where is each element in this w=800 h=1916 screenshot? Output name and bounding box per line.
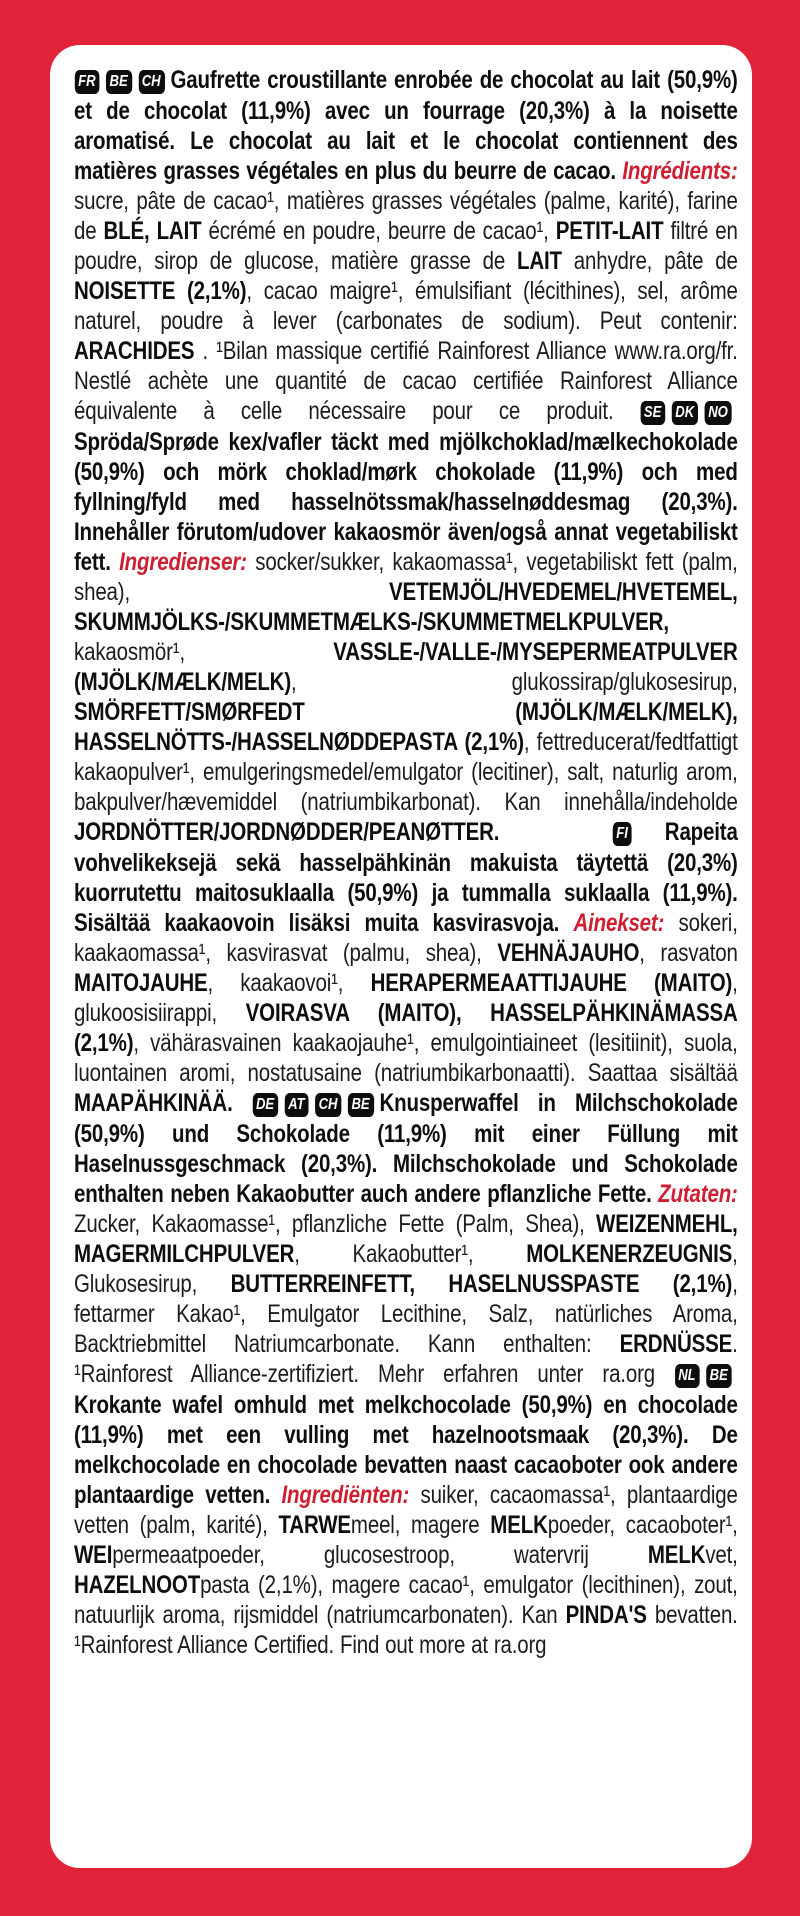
text-run: Ainekset: <box>573 909 679 937</box>
text-run: , Kakaobutter¹, <box>294 1240 527 1268</box>
language-flag-badge: SE <box>641 401 666 425</box>
text-run: MELK <box>647 1541 706 1569</box>
text-run: Zutaten: <box>658 1180 738 1208</box>
text-run: Rapeita vohvelikeksejä sekä hasselpähkinän makuista täytettä (20,3%) kuorrutettu maitosuklaalla (50,9%) ja tummalla suklaalla (11,9%). Sisältää kaakaovoin lisäksi muita kasvirasvoja. <box>74 818 738 937</box>
language-flag-badge: BE <box>706 1364 732 1388</box>
text-run: sucre, pâte de cacao¹, matières grasses végétales (palme, karité), farine de <box>74 187 738 245</box>
text-run: filtré en poudre, sirop de glucose, matière grasse de <box>74 217 738 275</box>
text-run: permeaatpoeder, glucosestroop, watervrij <box>112 1541 648 1569</box>
text-run: , vähärasvainen kaakaojauhe¹, emulgointiaineet (lesitiinit), suola, luontainen aromi, nostatusaine (natriumbikarbonaatti). Saattaa sisältää <box>74 1029 738 1087</box>
text-run: JORDNÖTTER/JORDNØDDER/PEANØTTER. <box>74 818 613 846</box>
language-flag-badge: BE <box>106 70 132 94</box>
text-run: ERDNÜSSE <box>619 1330 733 1358</box>
text-run: MAITOJAUHE <box>74 969 208 997</box>
language-flag-badge: NO <box>705 401 732 425</box>
text-run: HERAPERMEAATTIJAUHE (MAITO) <box>370 969 733 997</box>
text-run: VASSLE-/VALLE-/MYSEPERMEATPULVER (MJÖLK/MÆLK/MELK) <box>74 638 738 696</box>
text-run: Spröda/Sprøde kex/vafler täckt med mjölkchoklad/mælkechokolade (50,9%) och mörk choklad/mørk chokolade (11,9%) och med fyllning/fyld med hasselnötssmak/hasselnøddesmag (20,3%). Innehåller förutom/udover kakaosmör även/også annat vegetabiliskt fett. <box>74 428 738 576</box>
text-run: WEIZENMEHL, MAGERMILCHPULVER <box>74 1210 738 1268</box>
text-run: . ¹Bilan massique certifié Rainforest Alliance www.ra.org/fr. Nestlé achète une quantité de cacao certifiée Rainforest Alliance équivalente à celle nécessaire pour ce produit. <box>74 337 738 425</box>
text-run: Knusperwaffel in Milchschokolade (50,9%) und Schokolade (11,9%) mit einer Füllung mit Haselnussgeschmack (20,3%). Milchschokolade und Schokolade enthalten neben Kakaobutter auch andere pflanzliche Fette. <box>74 1089 738 1208</box>
text-run: meel, magere <box>350 1511 491 1539</box>
ingredients-text <box>74 65 738 1660</box>
text-run: NOISETTE (2,1%) <box>74 277 247 305</box>
condensed-text-wrapper <box>74 65 738 1660</box>
text-run: SMÖRFETT/SMØRFEDT (MJÖLK/MÆLK/MELK), HASSELNÖTTS-/HASSELNØDDEPASTA (2,1%) <box>74 698 738 756</box>
language-flag-badge: DK <box>672 401 698 425</box>
text-run: VETEMJÖL/HVEDEMEL/HVETEMEL, SKUMMJÖLKS-/SKUMMETMÆLKS-/SKUMMETMELKPULVER, <box>74 578 738 636</box>
text-run: Ingredienser: <box>119 548 256 576</box>
text-run: Krokante wafel omhuld met melkchocolade (50,9%) en chocolade (11,9%) met een vulling met hazelnootsmaak (20,3%). De melkchocolade en chocolade bevatten naast cacaoboter ook andere plantaardige vetten. <box>74 1391 738 1509</box>
text-run: écrémé en poudre, beurre de cacao¹, <box>208 217 556 245</box>
language-flag-badge: DE <box>253 1093 279 1117</box>
text-run: TARWE <box>278 1511 351 1539</box>
text-run: BUTTERREINFETT, HASELNUSSPASTE (2,1%) <box>230 1270 733 1298</box>
text-run: , fettarmer Kakao¹, Emulgator Lecithine, Salz, natürliches Aroma, Backtriebmittel Natriumcarbonate. Kann enthalten: <box>74 1270 738 1358</box>
text-run: , glukossirap/glukosesirup, <box>290 668 738 696</box>
ingredient-label-panel <box>50 45 752 1868</box>
text-run: socker/sukker, kakaomassa¹, vegetabiliskt fett (palm, shea), <box>74 548 738 606</box>
text-run: poeder, cacaoboter¹, <box>547 1511 738 1539</box>
text-run: sokeri, kaakaomassa¹, kasvirasvat (palmu, shea), <box>74 909 738 967</box>
text-run: pasta (2,1%), magere cacao¹, emulgator (lecithinen), zout, natuurlijk aroma, rijsmiddel (natriumcarbonaten). Kan <box>74 1571 738 1629</box>
text-run: MAAPÄHKINÄÄ. <box>74 1089 252 1117</box>
text-run: BLÉ, LAIT <box>103 217 209 245</box>
text-run: WEI <box>74 1541 113 1569</box>
text-run: PETIT-LAIT <box>555 217 671 245</box>
text-run: suiker, cacaomassa¹, plantaardige vetten (palm, karité), <box>74 1481 738 1539</box>
text-run: LAIT <box>516 247 574 275</box>
text-run: Ingrédients: <box>622 157 738 185</box>
language-flag-badge: AT <box>285 1093 309 1117</box>
language-flag-badge: NL <box>675 1364 700 1388</box>
text-run: kakaosmör¹, <box>74 638 334 666</box>
text-run: Ingrediënten: <box>281 1481 421 1509</box>
text-run: VOIRASVA (MAITO), HASSELPÄHKINÄMASSA (2,1%) <box>74 999 738 1057</box>
text-run: , cacao maigre¹, émulsifiant (lécithines), sel, arôme naturel, poudre à lever (carbonates de sodium). Peut contenir: <box>74 277 738 335</box>
text-run: HAZELNOOT <box>74 1571 201 1599</box>
text-run: , Glukosesirup, <box>74 1240 738 1298</box>
text-run: anhydre, pâte de <box>573 247 738 275</box>
language-flag-badge: FR <box>75 70 100 94</box>
language-flag-badge: CH <box>315 1093 341 1117</box>
text-run: bevatten. ¹Rainforest Alliance Certified. Find out more at ra.org <box>74 1601 738 1659</box>
language-flag-badge: BE <box>348 1093 374 1117</box>
text-run: . ¹Rainforest Alliance-zertifiziert. Mehr erfahren unter ra.org <box>74 1330 738 1388</box>
text-run: MOLKENERZEUGNIS <box>526 1240 733 1268</box>
text-run: ARACHIDES <box>74 337 203 365</box>
text-run: , fettreducerat/fedtfattigt kakaopulver¹, emulgeringsmedel/emulgator (lecitiner), salt, naturlig arom, bakpulver/hævemiddel (natriumbikarbonat). Kan innehålla/indeholde <box>74 728 738 816</box>
language-flag-badge: CH <box>138 70 164 94</box>
language-flag-badge: FI <box>613 822 632 846</box>
text-run: Gaufrette croustillante enrobée de chocolat au lait (50,9%) et de chocolat (11,9%) avec un fourrage (20,3%) à la noisette aromatisé. Le chocolat au lait et le chocolat contiennent des matières grasses végétales en plus du beurre de cacao. <box>74 66 738 185</box>
text-run: VEHNÄJAUHO <box>497 939 640 967</box>
text-run: , rasvaton <box>639 939 738 967</box>
text-run: MELK <box>490 1511 548 1539</box>
text-run: , kaakaovoi¹, <box>207 969 371 997</box>
text-run: vet, <box>705 1541 738 1569</box>
text-run: , glukoosisiirappi, <box>74 969 738 1027</box>
text-run: PINDA'S <box>565 1601 647 1629</box>
text-run: Zucker, Kakaomasse¹, pflanzliche Fette (Palm, Shea), <box>74 1210 597 1238</box>
